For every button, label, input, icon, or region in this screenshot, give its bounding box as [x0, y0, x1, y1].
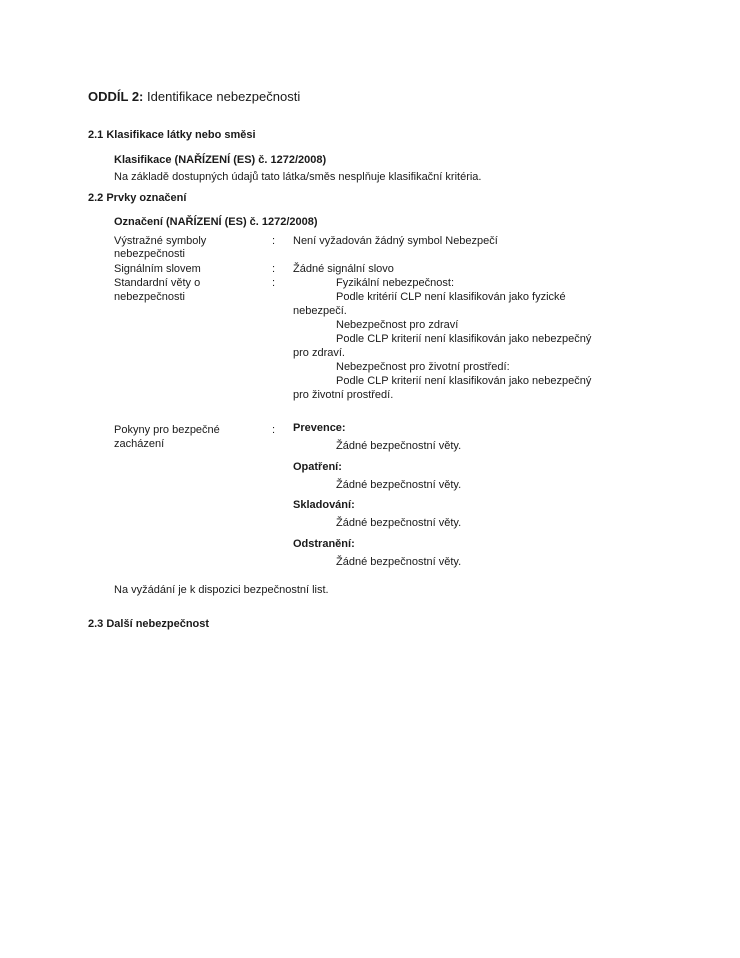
- heading-2-1: 2.1 Klasifikace látky nebo směsi: [88, 129, 256, 141]
- hazard-line: Nebezpečnost pro životní prostředí:: [336, 361, 510, 373]
- precaution-group-text: Žádné bezpečnostní věty.: [336, 517, 462, 529]
- hazard-line: Podle CLP kriterií není klasifikován jako nebezpečný: [336, 375, 592, 387]
- hazard-line: Podle kritérií CLP není klasifikován jako fyzické: [336, 291, 566, 303]
- label-signal: Signálním slovem: [114, 263, 201, 275]
- heading-2-2: 2.2 Prvky označení: [88, 192, 187, 204]
- section-title: [88, 89, 300, 105]
- label-hazard-line1: Standardní věty o: [114, 277, 201, 289]
- precaution-group-text: Žádné bezpečnostní věty.: [336, 479, 462, 491]
- hazard-line: Nebezpečnost pro zdraví: [336, 319, 459, 331]
- value-signal: Žádné signální slovo: [293, 263, 394, 275]
- value-symbols: Není vyžadován žádný symbol Nebezpečí: [293, 235, 498, 247]
- colon-hazard: :: [272, 277, 276, 289]
- precaution-group-title: Odstranění:: [293, 538, 355, 550]
- heading-2-3: 2.3 Další nebezpečnost: [88, 618, 210, 630]
- label-precaution-line1: Pokyny pro bezpečné: [114, 424, 220, 436]
- label-symbols-line1: Výstražné symboly: [114, 235, 207, 247]
- sds-availability-note: Na vyžádání je k dispozici bezpečnostní list.: [114, 584, 329, 596]
- hazard-line: nebezpečí.: [293, 305, 347, 317]
- subheading-labelling: Označení (NAŘÍZENÍ (ES) č. 1272/2008): [114, 216, 318, 228]
- precaution-group-text: Žádné bezpečnostní věty.: [336, 440, 462, 452]
- precaution-group-title: Prevence:: [293, 422, 346, 434]
- precaution-group-text: Žádné bezpečnostní věty.: [336, 556, 462, 568]
- colon-symbols: :: [272, 235, 276, 247]
- colon-signal: :: [272, 263, 276, 275]
- colon-precaution: :: [272, 424, 276, 436]
- hazard-line: pro zdraví.: [293, 347, 345, 359]
- precaution-group-title: Opatření:: [293, 461, 342, 473]
- hazard-line: Podle CLP kriterií není klasifikován jako nebezpečný: [336, 333, 592, 345]
- section-name: Identifikace nebezpečnosti: [147, 89, 301, 104]
- classification-text: Na základě dostupných údajů tato látka/směs nesplňuje klasifikační kritéria.: [114, 171, 482, 183]
- hazard-line: pro životní prostředí.: [293, 389, 394, 401]
- section-prefix: ODDÍL 2:: [88, 89, 144, 104]
- label-precaution-line2: zacházení: [114, 438, 165, 450]
- precaution-group-title: Skladování:: [293, 499, 355, 511]
- hazard-line: Fyzikální nebezpečnost:: [336, 277, 455, 289]
- label-symbols-line2: nebezpečnosti: [114, 248, 185, 260]
- label-hazard-line2: nebezpečnosti: [114, 291, 185, 303]
- subheading-classification: Klasifikace (NAŘÍZENÍ (ES) č. 1272/2008): [114, 154, 327, 166]
